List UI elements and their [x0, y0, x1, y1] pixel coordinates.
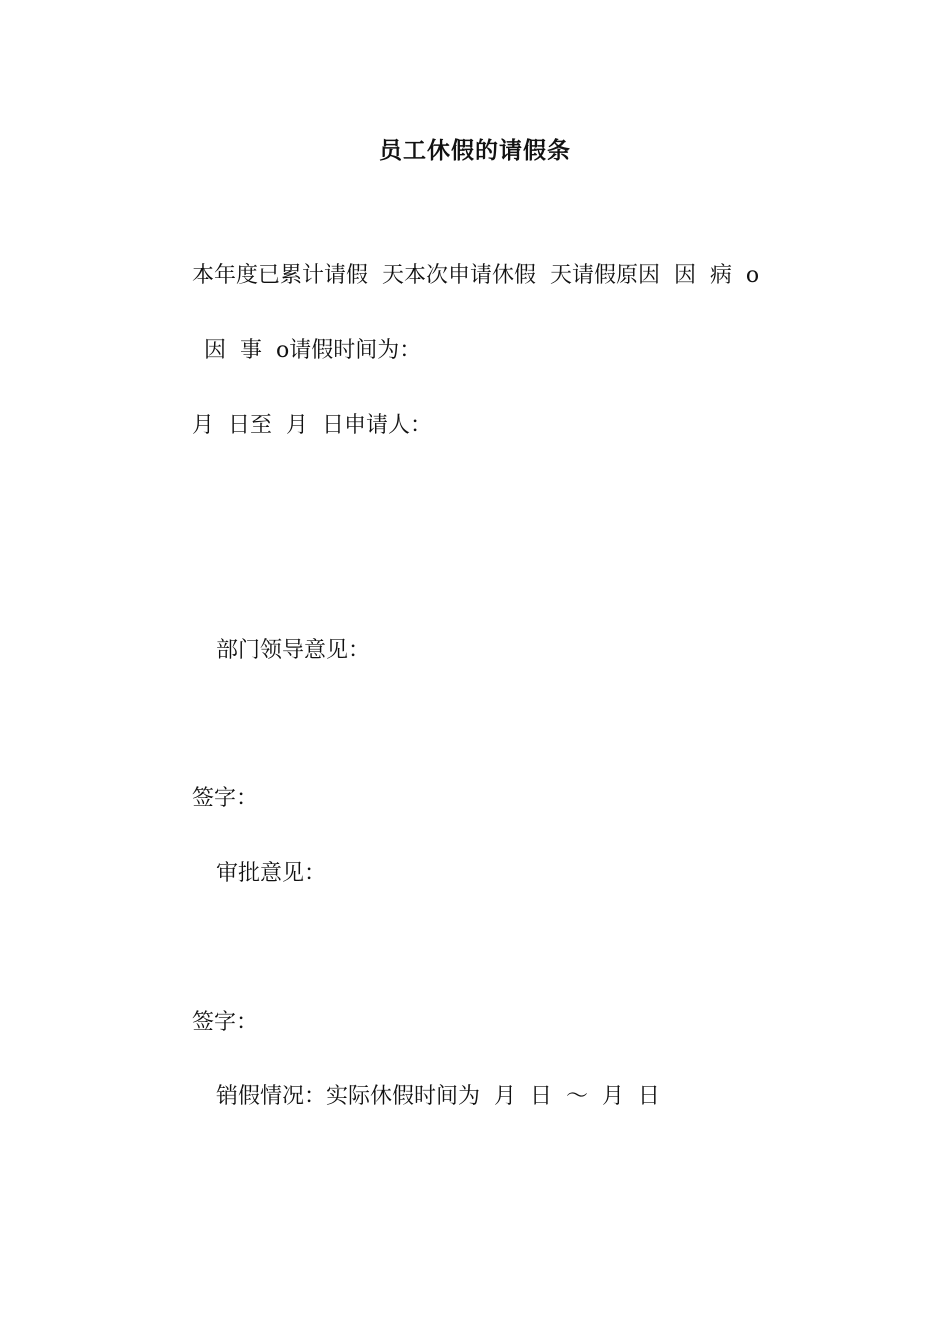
leave-cancellation-line: 销假情况：实际休假时间为 月 日 ～ 月 日: [216, 1084, 660, 1109]
personal-reason-and-time-line: 因 事 o请假时间为：: [204, 338, 422, 363]
approval-signature-label: 签字：: [192, 1010, 259, 1035]
department-leader-opinion-label: 部门领导意见：: [216, 638, 371, 663]
document-title: 员工休假的请假条: [379, 138, 571, 164]
approval-opinion-label: 审批意见：: [216, 861, 327, 886]
department-signature-label: 签字：: [192, 786, 259, 811]
date-range-and-applicant-line: 月 日至 月 日申请人：: [192, 413, 432, 438]
leave-days-and-reason-line: 本年度已累计请假 天本次申请休假 天请假原因 因 病 o: [192, 263, 760, 288]
